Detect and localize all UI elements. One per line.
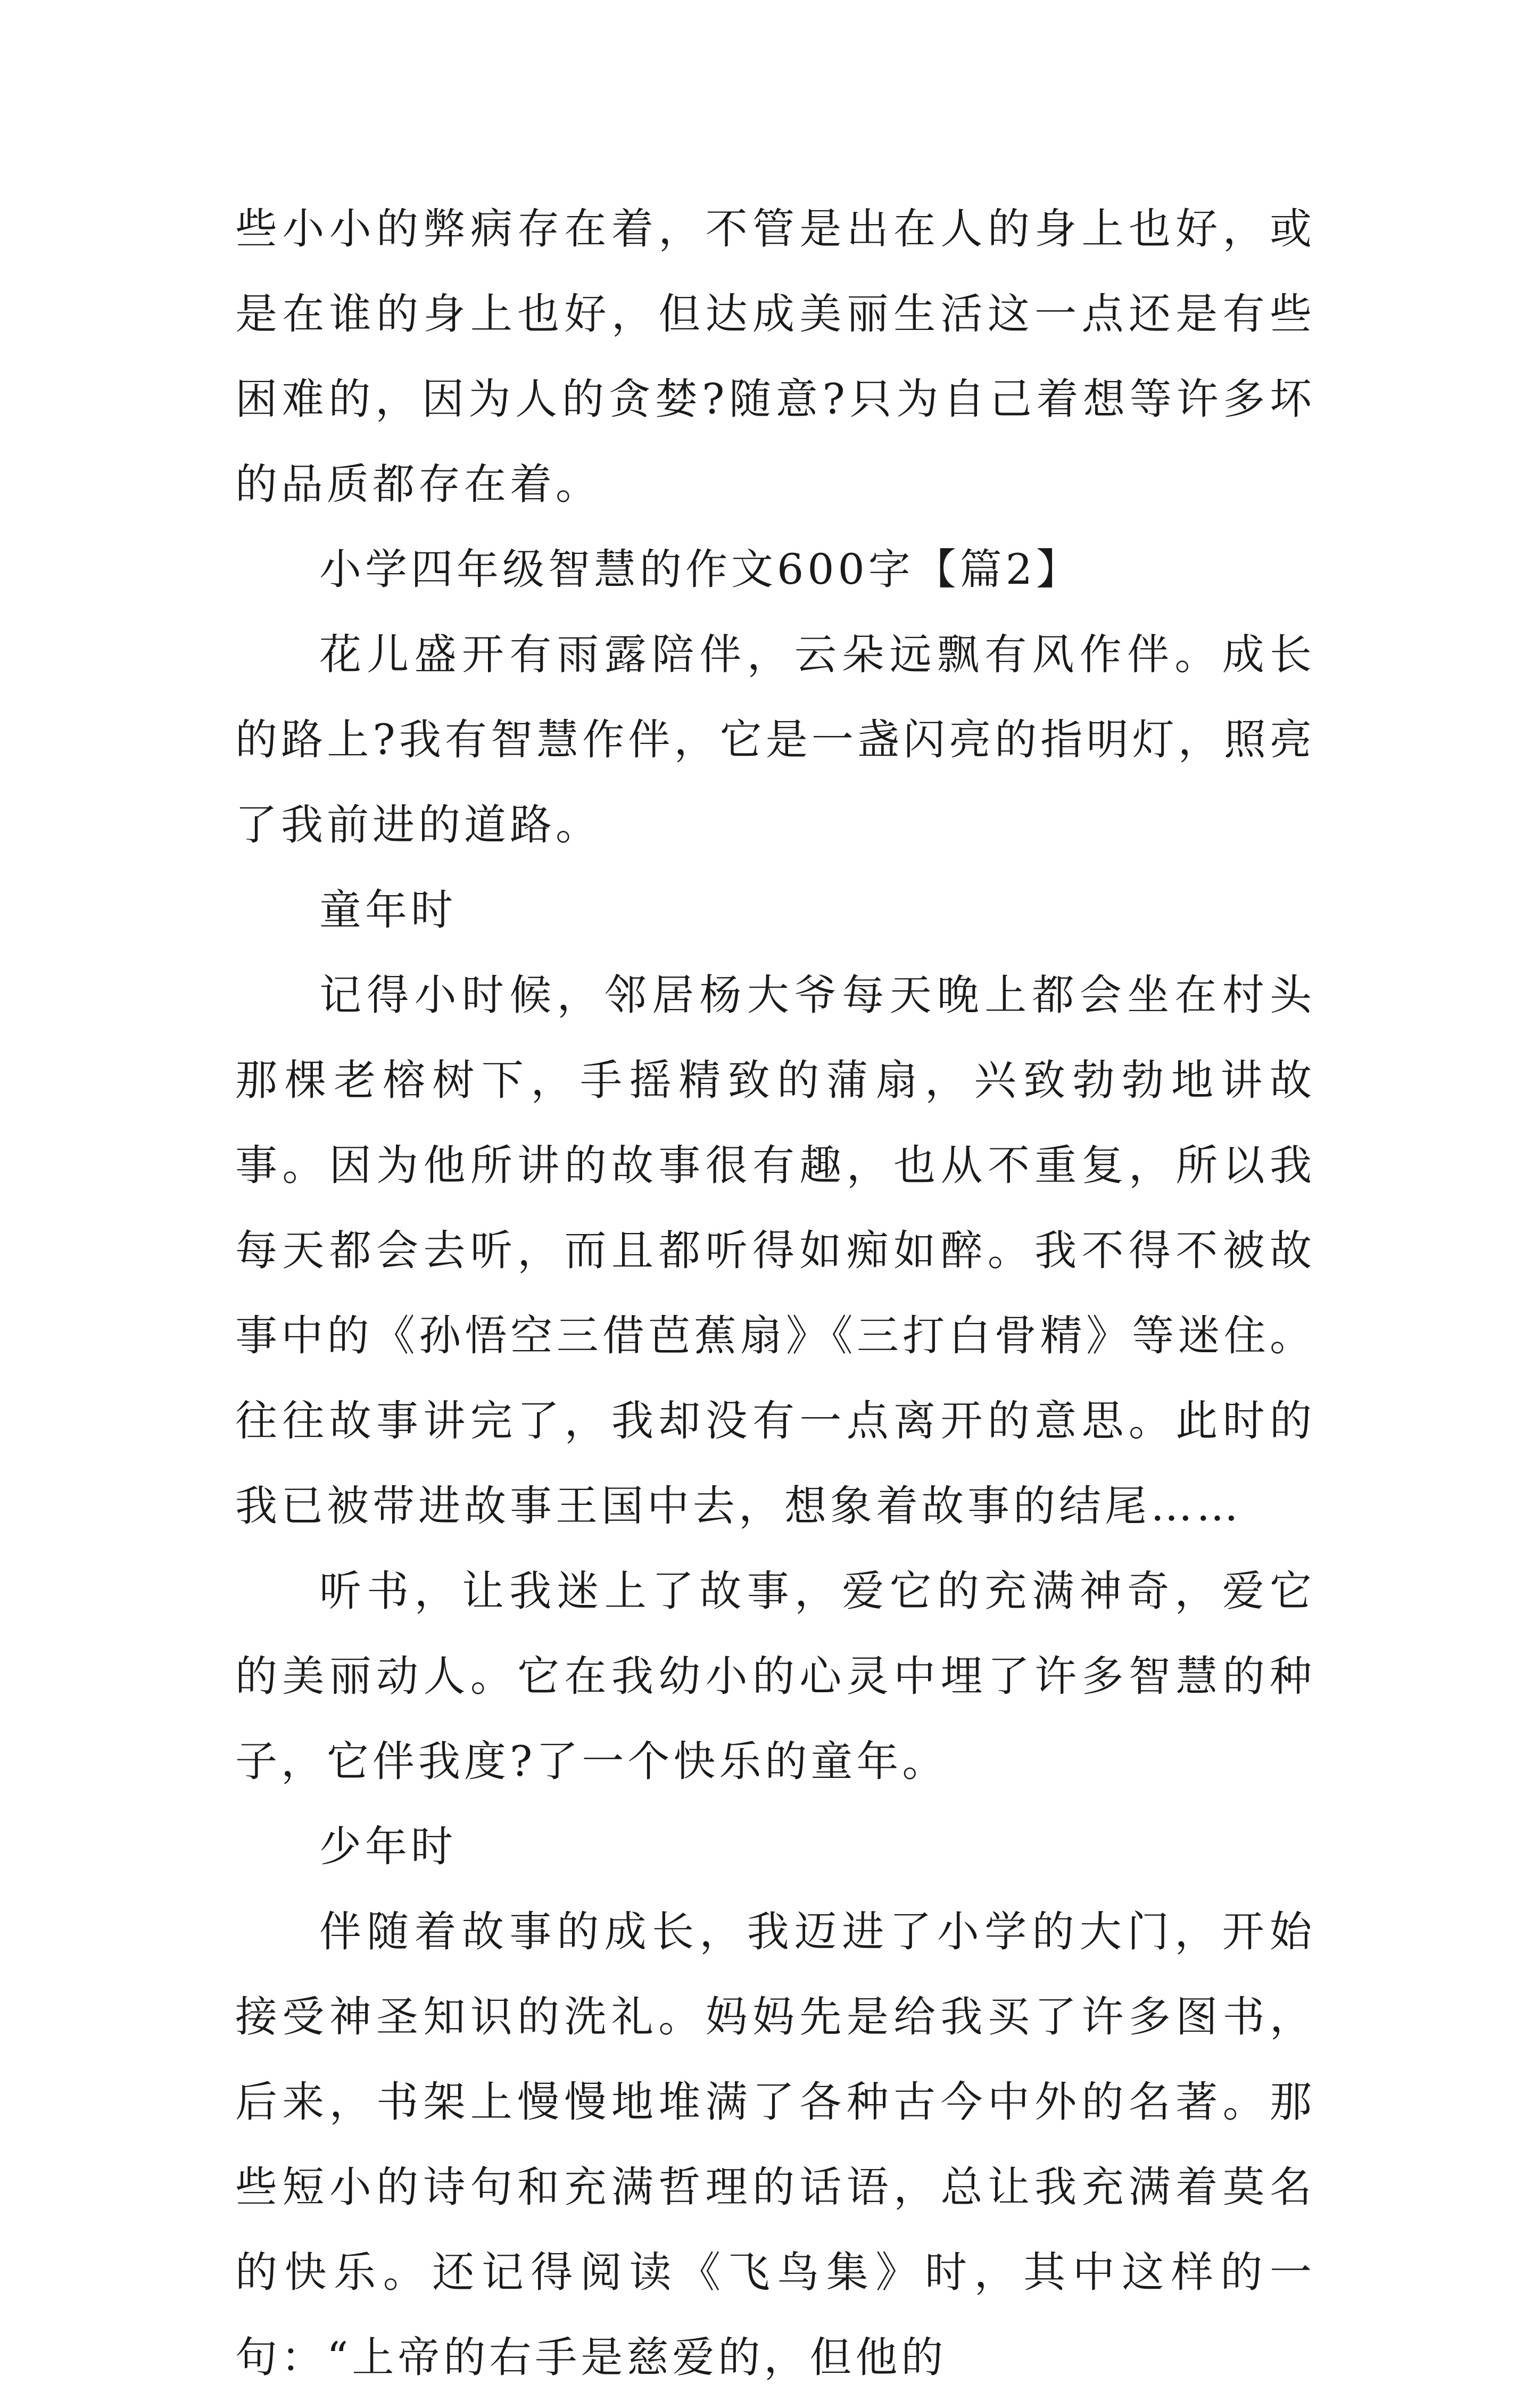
body-paragraph: 伴随着故事的成长，我迈进了小学的大门，开始接受神圣知识的洗礼。妈妈先是给我买了许多图书，后来，书架上慢慢地堆满了各种古今中外的名著。那些短小的诗句和充满哲理的话语，总让我充满着莫名的快乐。还记得阅读《飞鸟集》时，其中这样的一句：“上帝的右手是慈爱的，但他的 xyxy=(235,1907,1315,2382)
body-paragraph: 花儿盛开有雨露陪伴，云朵远飘有风作伴。成长的路上?我有智慧作伴，它是一盏闪亮的指明灯，照亮了我前进的道路。 xyxy=(235,630,1315,849)
document-body xyxy=(235,186,1315,2400)
essay-title: 小学四年级智慧的作文600字【篇2】 xyxy=(319,545,1082,594)
section-heading-youth: 少年时 xyxy=(319,1822,457,1871)
body-paragraph: 听书，让我迷上了故事，爱它的充满神奇，爱它的美丽动人。它在我幼小的心灵中埋了许多智慧的种子，它伴我度?了一个快乐的童年。 xyxy=(235,1567,1315,1786)
continuation-paragraph: 些小小的弊病存在着，不管是出在人的身上也好，或是在谁的身上也好，但达成美丽生活这一点还是有些困难的，因为人的贪婪?随意?只为自己着想等许多坏的品质都存在着。 xyxy=(235,204,1315,509)
body-paragraph: 记得小时候，邻居杨大爷每天晚上都会坐在村头那棵老榕树下，手摇精致的蒲扇，兴致勃勃地讲故事。因为他所讲的故事很有趣，也从不重复，所以我每天都会去听，而且都听得如痴如醉。我不得不被故事中的《孙悟空三借芭蕉扇》《三打白骨精》等迷住。往往故事讲完了，我却没有一点离开的意思。此时的我已被带进故事王国中去，想象着故事的结尾…… xyxy=(235,971,1315,1530)
section-heading-childhood: 童年时 xyxy=(319,885,457,934)
